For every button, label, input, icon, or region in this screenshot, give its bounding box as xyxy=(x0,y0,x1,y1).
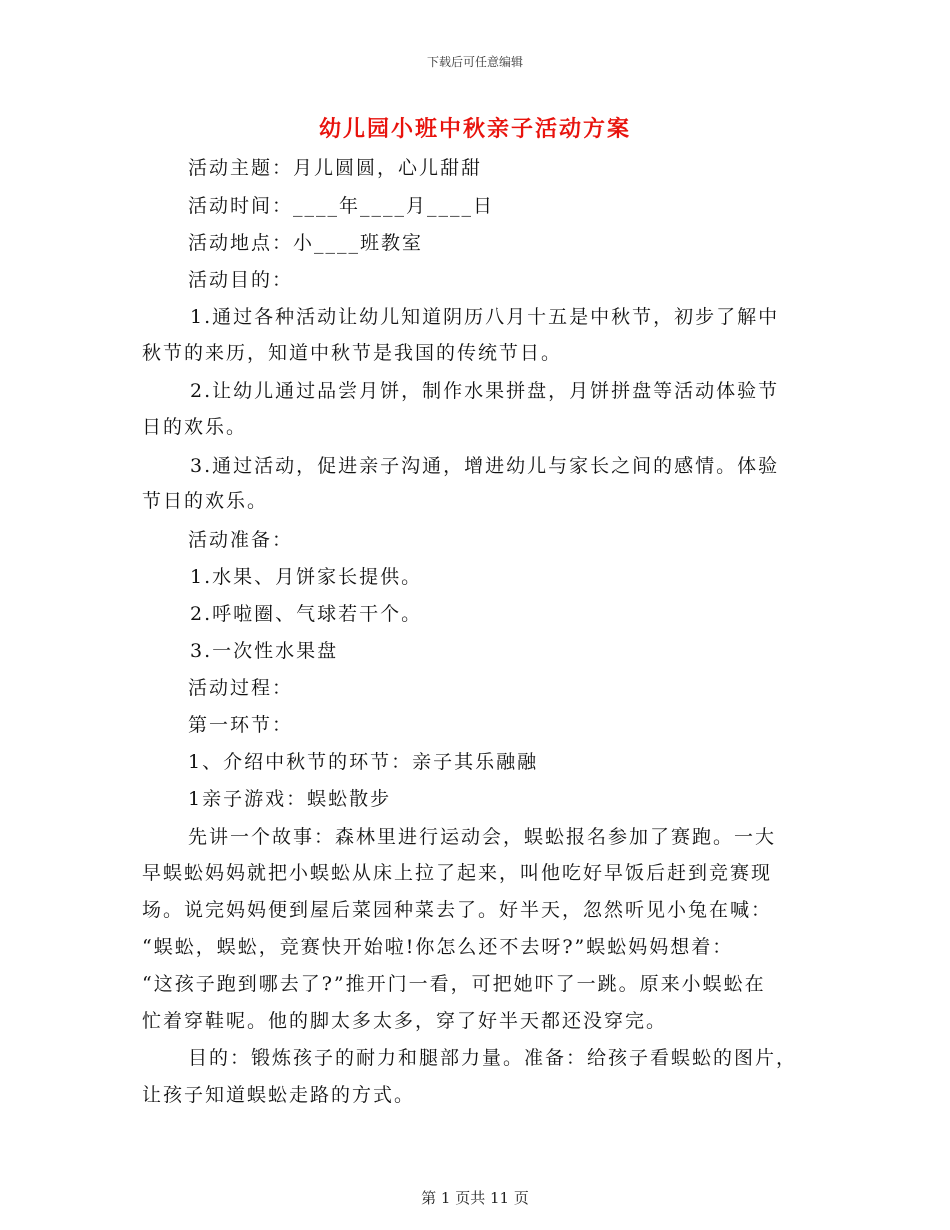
section-intro-line: 1、介绍中秋节的环节：亲子其乐融融 xyxy=(188,751,539,773)
story-line-5: “这孩子跑到哪去了?”推开门一看，可把她吓了一跳。原来小蜈蚣在 xyxy=(142,973,766,995)
purpose-line-1: 目的：锻炼孩子的耐力和腿部力量。准备：给孩子看蜈蚣的图片， xyxy=(188,1047,798,1069)
goal-3-line-1: 3.通过活动，促进亲子沟通，增进幼儿与家长之间的感情。体验 xyxy=(190,455,780,477)
activity-location-line: 活动地点：小____班教室 xyxy=(188,232,424,254)
page-footer: 第 1 页共 11 页 xyxy=(421,1189,529,1207)
purpose-line-2: 让孩子知道蜈蚣走路的方式。 xyxy=(142,1084,416,1106)
goal-1-line-2: 秋节的来历，知道中秋节是我国的传统节日。 xyxy=(142,342,563,364)
goal-1-line-1: 1.通过各种活动让幼儿知道阴历八月十五是中秋节，初步了解中 xyxy=(190,306,780,328)
preparation-item-3: 3.一次性水果盘 xyxy=(190,640,339,662)
activity-time-line: 活动时间：____年____月____日 xyxy=(188,195,495,217)
story-line-1: 先讲一个故事：森林里进行运动会，蜈蚣报名参加了赛跑。一大 xyxy=(188,826,777,848)
preparation-item-1: 1.水果、月饼家长提供。 xyxy=(190,566,423,588)
preparation-item-2: 2.呼啦圈、气球若干个。 xyxy=(190,603,423,625)
story-line-3: 场。说完妈妈便到屋后菜园种菜去了。好半天，忽然听见小兔在喊： xyxy=(142,899,773,921)
game-title-line: 1亲子游戏：蜈蚣散步 xyxy=(188,788,392,810)
story-line-2: 早蜈蚣妈妈就把小蜈蚣从床上拉了起来，叫他吃好早饭后赶到竞赛现 xyxy=(142,862,773,884)
first-section-heading: 第一环节： xyxy=(188,714,294,736)
header-note: 下载后可任意编辑 xyxy=(426,55,523,69)
goal-3-line-2: 节日的欢乐。 xyxy=(142,490,269,512)
process-heading: 活动过程： xyxy=(188,677,294,699)
activity-theme-line: 活动主题：月儿圆圆，心儿甜甜 xyxy=(188,157,483,179)
goal-2-line-1: 2.让幼儿通过品尝月饼，制作水果拼盘，月饼拼盘等活动体验节 xyxy=(190,380,780,402)
story-line-6: 忙着穿鞋呢。他的脚太多太多，穿了好半天都还没穿完。 xyxy=(142,1010,668,1032)
document-title: 幼儿园小班中秋亲子活动方案 xyxy=(318,116,631,142)
preparation-heading: 活动准备： xyxy=(188,529,294,551)
goal-2-line-2: 日的欢乐。 xyxy=(142,416,248,438)
story-line-4: “蜈蚣，蜈蚣，竞赛快开始啦!你怎么还不去呀?”蜈蚣妈妈想着： xyxy=(142,936,734,958)
activity-goals-heading: 活动目的： xyxy=(188,269,294,291)
